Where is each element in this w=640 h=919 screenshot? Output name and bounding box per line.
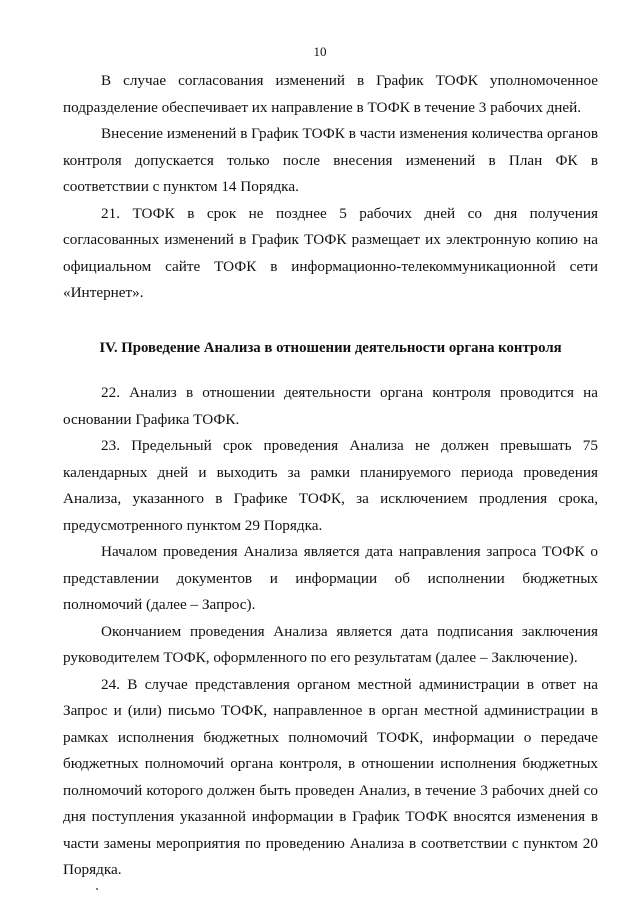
paragraph: 21. ТОФК в срок не позднее 5 рабочих дней со дня получения согласованных изменений в График ТОФК размещает их электронную копию на официальном сайте ТОФК в информационно-телекоммуникационной сети «Интернет».	[63, 204, 598, 301]
page-number: 10	[313, 44, 327, 59]
scan-speck	[96, 888, 98, 890]
section-heading: IV. Проведение Анализа в отношении деятельности органа контроля	[99, 340, 562, 356]
paragraph: Окончанием проведения Анализа является дата подписания заключения руководителем ТОФК, оформленного по его результатам (далее – Заключение).	[63, 622, 598, 666]
section-text-main	[63, 380, 598, 884]
paragraph: Внесение изменений в График ТОФК в части изменения количества органов контроля допускается только после внесения изменений в План ФК в соответствии с пунктом 14 Порядка.	[63, 125, 598, 195]
paragraph: 24. В случае представления органом местной администрации в ответ на Запрос и (или) письмо ТОФК, направленное в орган местной администрации в рамках исполнения бюджетных полномочий ТОФК, информации о передаче бюджетных полномочий органа контроля, в отношении исполнения бюджетных полномочий которого должен быть проведен Анализ, в течение 3 рабочих дней со дня поступления указанной информации в График ТОФК вносятся изменения в части замены мероприятия по проведению Анализа в соответствии с пунктом 20 Порядка.	[63, 675, 598, 878]
paragraph: 22. Анализ в отношении деятельности органа контроля проводится на основании Графика ТОФК.	[63, 384, 598, 428]
paragraph: Началом проведения Анализа является дата направления запроса ТОФК о представлении документов и информации об исполнении бюджетных полномочий (далее – Запрос).	[63, 543, 598, 613]
paragraph: 23. Предельный срок проведения Анализа не должен превышать 75 календарных дней и выходить за рамки планируемого периода проведения Анализа, указанного в Графике ТОФК, за исключением продления срока, предусмотренного пунктом 29 Порядка.	[63, 437, 598, 534]
section-text-top	[63, 68, 598, 307]
paragraph: В случае согласования изменений в График ТОФК уполномоченное подразделение обеспечивает их направление в ТОФК в течение 3 рабочих дней.	[63, 72, 598, 116]
